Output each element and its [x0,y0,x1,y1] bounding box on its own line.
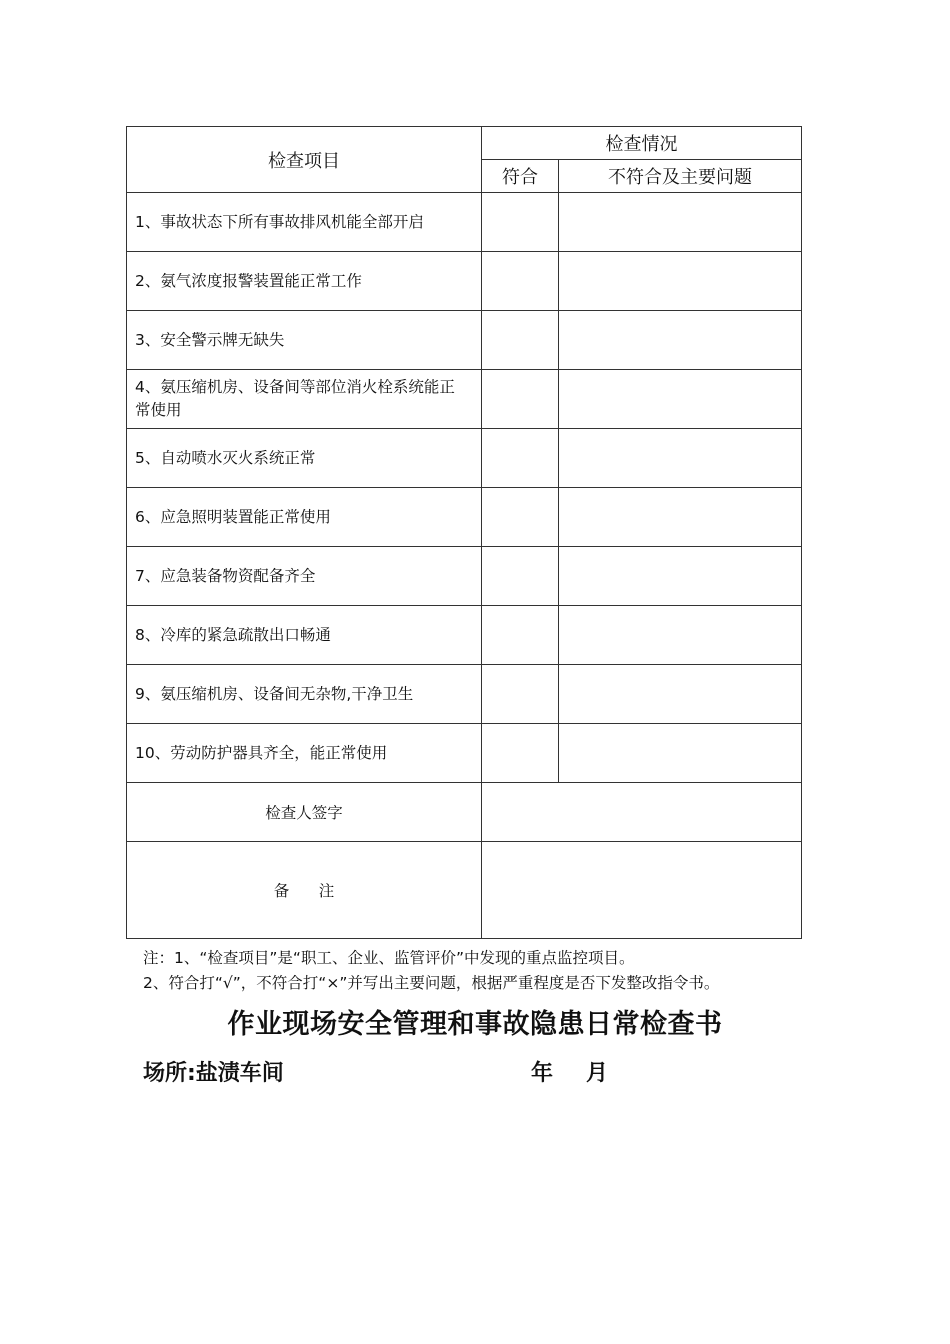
problem-cell[interactable] [559,429,802,488]
compliant-cell[interactable] [482,311,559,370]
table-row [127,665,802,724]
check-item-label: 5、自动喷水灭火系统正常 [127,429,482,488]
check-item-label: 1、事故状态下所有事故排风机能全部开启 [127,193,482,252]
compliant-cell[interactable] [482,547,559,606]
header-check-item: 检查项目 [127,127,482,193]
problem-cell[interactable] [559,606,802,665]
problem-cell[interactable] [559,665,802,724]
note-line-1: 注：1、“检查项目”是“职工、企业、监管评价”中发现的重点监控项目。 [143,949,635,967]
check-item-label: 7、应急装备物资配备齐全 [127,547,482,606]
remarks-label: 备 注 [127,842,482,939]
problem-cell[interactable] [559,488,802,547]
check-item-label: 4、氨压缩机房、设备间等部位消火栓系统能正 常使用 [127,370,482,429]
problem-cell[interactable] [559,311,802,370]
table-row [127,606,802,665]
inspection-table-container [126,126,801,942]
table-row [127,311,802,370]
check-item-label: 2、氨气浓度报警装置能正常工作 [127,252,482,311]
header-check-status: 检查情况 [482,127,802,160]
note-line-2: 2、符合打“√”，不符合打“×”并写出主要问题，根据严重程度是否下发整改指令书。 [143,974,720,992]
compliant-cell[interactable] [482,724,559,783]
problem-cell[interactable] [559,370,802,429]
table-row [127,193,802,252]
problem-cell[interactable] [559,547,802,606]
check-item-label: 8、冷库的紧急疏散出口畅通 [127,606,482,665]
compliant-cell[interactable] [482,370,559,429]
table-row [127,370,802,429]
inspector-signature-label: 检查人签字 [127,783,482,842]
compliant-cell[interactable] [482,429,559,488]
month-label: 月 [586,1061,609,1086]
remarks-field[interactable] [482,842,802,939]
table-row [127,488,802,547]
problem-cell[interactable] [559,724,802,783]
document-title: 作业现场安全管理和事故隐患日常检查书 [227,1009,723,1040]
place-label: 场所:盐渍车间 [143,1061,284,1086]
year-month [531,1056,608,1087]
check-item-label: 6、应急照明装置能正常使用 [127,488,482,547]
notes [143,946,719,996]
remarks-row [127,842,802,939]
table-row [127,724,802,783]
inspector-signature-field[interactable] [482,783,802,842]
table-row [127,252,802,311]
problem-cell[interactable] [559,252,802,311]
header-compliant: 符合 [482,160,559,193]
compliant-cell[interactable] [482,193,559,252]
header-noncompliant: 不符合及主要问题 [559,160,802,193]
problem-cell[interactable] [559,193,802,252]
compliant-cell[interactable] [482,606,559,665]
compliant-cell[interactable] [482,252,559,311]
check-item-label: 3、安全警示牌无缺失 [127,311,482,370]
check-item-label: 9、氨压缩机房、设备间无杂物,干净卫生 [127,665,482,724]
inspection-table [126,126,802,939]
year-label: 年 [531,1061,554,1086]
inspector-row [127,783,802,842]
compliant-cell[interactable] [482,488,559,547]
check-item-label: 10、劳动防护器具齐全，能正常使用 [127,724,482,783]
table-row [127,547,802,606]
compliant-cell[interactable] [482,665,559,724]
table-row [127,429,802,488]
